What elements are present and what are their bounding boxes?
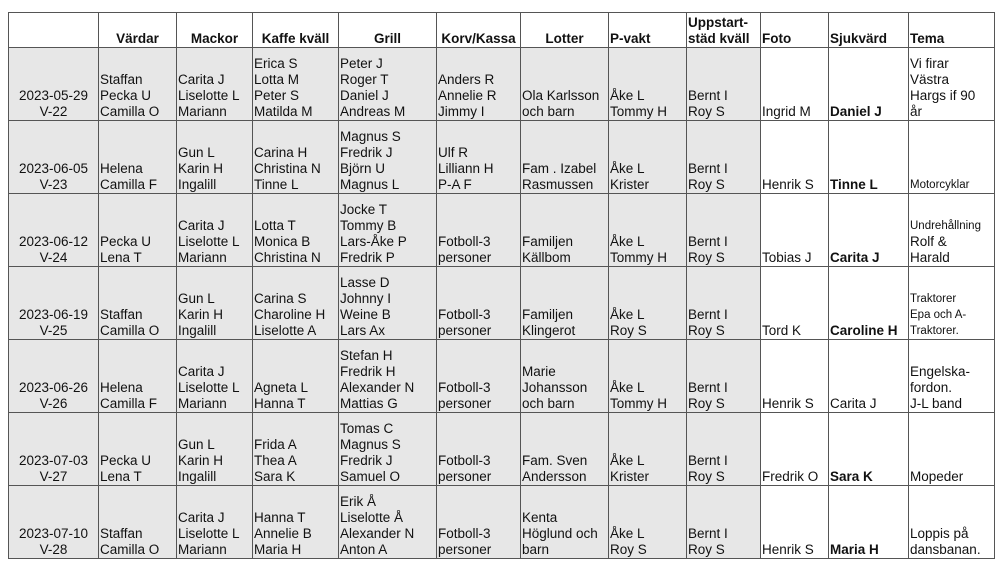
- mackor-cell: [177, 48, 253, 121]
- tema-cell: [909, 267, 995, 340]
- mackor-line: Ingalill: [178, 177, 217, 192]
- vardar-line: Staffan: [100, 72, 143, 87]
- lotter-line: Källbom: [522, 250, 571, 265]
- tema-line: år: [910, 104, 923, 119]
- lotter-line: Fam . Izabel: [522, 161, 597, 176]
- p-vakt-cell: [609, 267, 687, 340]
- grill-line: Daniel J: [340, 88, 389, 103]
- lotter-line: Marie: [522, 364, 556, 379]
- mackor-line: Karin H: [178, 161, 224, 176]
- sjukvard-name: Daniel J: [830, 104, 882, 119]
- tema-line: Traktorer.: [910, 325, 959, 337]
- sjukvard-cell: [829, 267, 909, 340]
- header-uppstart: [687, 13, 761, 48]
- korv-kassa-cell: [437, 194, 521, 267]
- kaffe-line: Sara K: [254, 469, 296, 484]
- vardar-line: Helena: [100, 161, 143, 176]
- mackor-line: Liselotte L: [178, 526, 240, 541]
- table-row: [9, 121, 995, 194]
- row-date: 2023-07-03: [18, 453, 89, 468]
- uppstart-line: Bernt I: [688, 88, 728, 103]
- grill-line: Lasse D: [340, 275, 390, 290]
- vardar-cell: [99, 486, 177, 559]
- vardar-line: Camilla O: [100, 323, 160, 338]
- kaffe-line: Christina N: [254, 161, 321, 176]
- sjukvard-name: Caroline H: [830, 323, 898, 338]
- kaffe-line: Carina H: [254, 145, 308, 160]
- kaffe-line: Liselotte A: [254, 323, 317, 338]
- mackor-line: Carita J: [178, 72, 225, 87]
- foto-cell: [761, 121, 829, 194]
- lotter-cell: [521, 413, 609, 486]
- mackor-line: Karin H: [178, 307, 224, 322]
- grill-line: Magnus S: [340, 437, 401, 452]
- mackor-line: Liselotte L: [178, 380, 240, 395]
- foto-cell: [761, 486, 829, 559]
- tema-line: Undrehållning: [910, 220, 981, 232]
- vardar-line: Camilla O: [100, 104, 160, 119]
- row-week: V-25: [39, 323, 68, 338]
- table-row: [9, 194, 995, 267]
- vardar-cell: [99, 121, 177, 194]
- row-week: V-28: [39, 542, 68, 557]
- vardar-line: Pecka U: [100, 453, 152, 468]
- header-kaffe: Kaffe kväll: [253, 13, 339, 48]
- kaffe-line: Thea A: [254, 453, 297, 468]
- grill-line: Liselotte Å: [340, 510, 404, 525]
- kaffe-line: Hanna T: [254, 510, 306, 525]
- table-row: [9, 48, 995, 121]
- mackor-cell: [177, 486, 253, 559]
- korv-kassa-cell: [437, 48, 521, 121]
- lotter-line: Ola Karlsson: [522, 88, 600, 103]
- kaffe-cell: [253, 121, 339, 194]
- tema-cell: [909, 340, 995, 413]
- foto-cell: [761, 267, 829, 340]
- vardar-line: Camilla O: [100, 542, 160, 557]
- grill-line: Alexander N: [340, 380, 415, 395]
- lotter-line: och barn: [522, 396, 575, 411]
- kaffe-line: Peter S: [254, 88, 300, 103]
- pvakt-line: Tommy H: [610, 396, 667, 411]
- grill-line: Stefan H: [340, 348, 393, 363]
- tema-line: dansbanan.: [910, 542, 981, 557]
- vardar-cell: [99, 194, 177, 267]
- grill-line: Lars Ax: [340, 323, 386, 338]
- grill-cell: [339, 413, 437, 486]
- grill-cell: [339, 486, 437, 559]
- pvakt-line: Åke L: [610, 380, 645, 395]
- date-cell: [9, 121, 99, 194]
- sjukvard-cell: [829, 413, 909, 486]
- mackor-line: Ingalill: [178, 469, 217, 484]
- p-vakt-cell: [609, 48, 687, 121]
- uppstart-cell: [687, 413, 761, 486]
- pvakt-line: Åke L: [610, 526, 645, 541]
- header-uppstart-line: Uppstart-: [688, 15, 748, 30]
- header-korv: Korv/Kassa: [437, 13, 521, 48]
- grill-line: Johnny I: [340, 291, 392, 306]
- korv-line: Fotboll-3: [438, 380, 491, 395]
- p-vakt-cell: [609, 486, 687, 559]
- p-vakt-cell: [609, 194, 687, 267]
- lotter-line: Johansson: [522, 380, 588, 395]
- row-date: 2023-05-29: [18, 88, 89, 103]
- lotter-cell: [521, 48, 609, 121]
- p-vakt-cell: [609, 340, 687, 413]
- vardar-line: Lena T: [100, 250, 142, 265]
- kaffe-cell: [253, 413, 339, 486]
- foto-line: Henrik S: [762, 542, 814, 557]
- lotter-line: Kenta: [522, 510, 558, 525]
- kaffe-line: Annelie B: [254, 526, 312, 541]
- uppstart-line: Roy S: [688, 177, 725, 192]
- uppstart-line: Bernt I: [688, 234, 728, 249]
- pvakt-line: Tommy H: [610, 104, 667, 119]
- mackor-line: Mariann: [178, 396, 227, 411]
- row-date: 2023-06-05: [18, 161, 89, 176]
- korv-line: Fotboll-3: [438, 526, 491, 541]
- tema-line: fordon.: [910, 380, 953, 395]
- korv-line: Annelie R: [438, 88, 497, 103]
- date-cell: [9, 413, 99, 486]
- foto-line: Henrik S: [762, 177, 814, 192]
- table-row: [9, 486, 995, 559]
- pvakt-line: Tommy H: [610, 250, 667, 265]
- mackor-line: Ingalill: [178, 323, 217, 338]
- korv-line: Anders R: [438, 72, 495, 87]
- korv-line: Jimmy I: [438, 104, 485, 119]
- korv-line: personer: [438, 542, 492, 557]
- pvakt-line: Roy S: [610, 323, 647, 338]
- mackor-line: Mariann: [178, 250, 227, 265]
- grill-line: Lars-Åke P: [340, 234, 407, 249]
- tema-line: Västra: [910, 72, 950, 87]
- vardar-cell: [99, 340, 177, 413]
- foto-line: Tobias J: [762, 250, 812, 265]
- tema-line: Epa och A-: [910, 309, 967, 321]
- date-cell: [9, 340, 99, 413]
- foto-cell: [761, 48, 829, 121]
- mackor-line: Carita J: [178, 218, 225, 233]
- tema-line: Loppis på: [910, 526, 969, 541]
- vardar-line: Camilla F: [100, 396, 158, 411]
- korv-line: Lilliann H: [438, 161, 494, 176]
- vardar-line: Pecka U: [100, 234, 152, 249]
- korv-line: personer: [438, 469, 492, 484]
- uppstart-line: Roy S: [688, 542, 725, 557]
- lotter-cell: [521, 121, 609, 194]
- grill-line: Andreas M: [340, 104, 406, 119]
- header-tema: Tema: [909, 13, 995, 48]
- grill-line: Magnus L: [340, 177, 400, 192]
- grill-line: Roger T: [340, 72, 389, 87]
- uppstart-line: Roy S: [688, 104, 725, 119]
- vardar-line: Staffan: [100, 307, 143, 322]
- vardar-cell: [99, 267, 177, 340]
- uppstart-line: Bernt I: [688, 453, 728, 468]
- lotter-line: Rasmussen: [522, 177, 594, 192]
- lotter-line: barn: [522, 542, 550, 557]
- tema-line: Rolf &: [910, 234, 947, 249]
- korv-line: personer: [438, 396, 492, 411]
- header-lotter: Lotter: [521, 13, 609, 48]
- header-sjukvard: Sjukvärd: [829, 13, 909, 48]
- mackor-cell: [177, 267, 253, 340]
- mackor-line: Carita J: [178, 510, 225, 525]
- mackor-line: Gun L: [178, 291, 215, 306]
- mackor-line: Liselotte L: [178, 88, 240, 103]
- korv-line: Fotboll-3: [438, 234, 491, 249]
- kaffe-cell: [253, 194, 339, 267]
- lotter-line: Familjen: [522, 307, 574, 322]
- header-grill: Grill: [339, 13, 437, 48]
- lotter-line: Familjen: [522, 234, 574, 249]
- uppstart-line: Roy S: [688, 469, 725, 484]
- korv-kassa-cell: [437, 413, 521, 486]
- sjukvard-name: Carita J: [830, 396, 877, 411]
- table-row: [9, 413, 995, 486]
- uppstart-cell: [687, 48, 761, 121]
- uppstart-cell: [687, 267, 761, 340]
- uppstart-line: Bernt I: [688, 307, 728, 322]
- grill-line: Fredrik J: [340, 145, 393, 160]
- row-week: V-23: [39, 177, 68, 192]
- tema-line: J-L band: [910, 396, 963, 411]
- kaffe-cell: [253, 48, 339, 121]
- tema-line: Traktorer: [910, 293, 957, 305]
- tema-line: Mopeder: [910, 469, 964, 484]
- uppstart-cell: [687, 340, 761, 413]
- korv-line: Fotboll-3: [438, 307, 491, 322]
- grill-line: Jocke T: [340, 202, 388, 217]
- kaffe-line: Matilda M: [254, 104, 313, 119]
- kaffe-line: Carina S: [254, 291, 307, 306]
- lotter-cell: [521, 340, 609, 413]
- lotter-line: och barn: [522, 104, 575, 119]
- lotter-cell: [521, 267, 609, 340]
- row-date: 2023-06-19: [18, 307, 89, 322]
- header-pvakt: P-vakt: [609, 13, 687, 48]
- date-cell: [9, 267, 99, 340]
- row-week: V-24: [39, 250, 68, 265]
- tema-cell: [909, 486, 995, 559]
- header-foto: Foto: [761, 13, 829, 48]
- grill-cell: [339, 194, 437, 267]
- sjukvard-name: Sara K: [830, 469, 873, 484]
- pvakt-line: Åke L: [610, 161, 645, 176]
- grill-line: Fredrik H: [340, 364, 396, 379]
- lotter-line: Klingerot: [522, 323, 576, 338]
- row-week: V-27: [39, 469, 68, 484]
- kaffe-line: Hanna T: [254, 396, 306, 411]
- uppstart-cell: [687, 121, 761, 194]
- vardar-line: Camilla F: [100, 177, 158, 192]
- mackor-line: Mariann: [178, 104, 227, 119]
- tema-line: Vi firar: [910, 56, 949, 71]
- kaffe-line: Lotta M: [254, 72, 300, 87]
- korv-line: personer: [438, 250, 492, 265]
- header-row: [9, 13, 995, 48]
- tema-cell: [909, 413, 995, 486]
- row-date: 2023-06-26: [18, 380, 89, 395]
- pvakt-line: Krister: [610, 177, 650, 192]
- date-cell: [9, 48, 99, 121]
- grill-cell: [339, 267, 437, 340]
- mackor-cell: [177, 194, 253, 267]
- uppstart-line: Roy S: [688, 323, 725, 338]
- grill-cell: [339, 340, 437, 413]
- foto-cell: [761, 340, 829, 413]
- mackor-cell: [177, 413, 253, 486]
- grill-line: Magnus S: [340, 129, 401, 144]
- kaffe-line: Monica B: [254, 234, 311, 249]
- kaffe-line: Tinne L: [254, 177, 299, 192]
- mackor-line: Liselotte L: [178, 234, 240, 249]
- p-vakt-cell: [609, 413, 687, 486]
- korv-kassa-cell: [437, 340, 521, 413]
- uppstart-line: Bernt I: [688, 380, 728, 395]
- foto-line: Fredrik O: [762, 469, 819, 484]
- table-row: [9, 267, 995, 340]
- tema-cell: [909, 121, 995, 194]
- sjukvard-name: Maria H: [830, 542, 879, 557]
- grill-cell: [339, 121, 437, 194]
- mackor-cell: [177, 121, 253, 194]
- header-vardar: Värdar: [99, 13, 177, 48]
- kaffe-line: Lotta T: [254, 218, 296, 233]
- tema-line: Engelska-: [910, 364, 971, 379]
- tema-line: Harald: [910, 250, 950, 265]
- korv-line: personer: [438, 323, 492, 338]
- grill-cell: [339, 48, 437, 121]
- grill-line: Mattias G: [340, 396, 398, 411]
- pvakt-line: Krister: [610, 469, 650, 484]
- sjukvard-cell: [829, 121, 909, 194]
- grill-line: Fredrik J: [340, 453, 393, 468]
- uppstart-line: Roy S: [688, 250, 725, 265]
- pvakt-line: Roy S: [610, 542, 647, 557]
- lotter-line: Andersson: [522, 469, 587, 484]
- foto-line: Tord K: [762, 323, 802, 338]
- tema-cell: [909, 48, 995, 121]
- row-date: 2023-07-10: [18, 526, 89, 541]
- lotter-cell: [521, 486, 609, 559]
- p-vakt-cell: [609, 121, 687, 194]
- date-cell: [9, 486, 99, 559]
- kaffe-line: Frida A: [254, 437, 297, 452]
- grill-line: Tommy B: [340, 218, 397, 233]
- grill-line: Erik Å: [340, 494, 377, 509]
- korv-line: Fotboll-3: [438, 453, 491, 468]
- sjukvard-name: Tinne L: [830, 177, 878, 192]
- grill-line: Peter J: [340, 56, 383, 71]
- kaffe-line: Maria H: [254, 542, 302, 557]
- uppstart-line: Bernt I: [688, 161, 728, 176]
- lotter-cell: [521, 194, 609, 267]
- uppstart-line: Roy S: [688, 396, 725, 411]
- mackor-line: Gun L: [178, 437, 215, 452]
- sjukvard-cell: [829, 486, 909, 559]
- pvakt-line: Åke L: [610, 307, 645, 322]
- kaffe-line: Agneta L: [254, 380, 309, 395]
- uppstart-line: Bernt I: [688, 526, 728, 541]
- korv-kassa-cell: [437, 121, 521, 194]
- vardar-line: Helena: [100, 380, 143, 395]
- sjukvard-cell: [829, 48, 909, 121]
- mackor-cell: [177, 340, 253, 413]
- lotter-line: Höglund och: [522, 526, 598, 541]
- kaffe-cell: [253, 267, 339, 340]
- vardar-line: Lena T: [100, 469, 142, 484]
- row-week: V-26: [39, 396, 68, 411]
- pvakt-line: Åke L: [610, 88, 645, 103]
- vardar-line: Staffan: [100, 526, 143, 541]
- kaffe-line: Erica S: [254, 56, 298, 71]
- korv-line: P-A F: [438, 177, 472, 192]
- kaffe-line: Christina N: [254, 250, 321, 265]
- mackor-line: Mariann: [178, 542, 227, 557]
- pvakt-line: Åke L: [610, 453, 645, 468]
- grill-line: Fredrik P: [340, 250, 395, 265]
- grill-line: Anton A: [340, 542, 388, 557]
- mackor-line: Karin H: [178, 453, 224, 468]
- date-cell: [9, 194, 99, 267]
- table-row: [9, 340, 995, 413]
- korv-kassa-cell: [437, 486, 521, 559]
- sjukvard-name: Carita J: [830, 250, 880, 265]
- tema-line: Motorcyklar: [910, 179, 970, 191]
- tema-line: Hargs if 90: [910, 88, 976, 103]
- grill-line: Björn U: [340, 161, 386, 176]
- header-mackor: Mackor: [177, 13, 253, 48]
- kaffe-cell: [253, 486, 339, 559]
- schedule-body: [9, 48, 995, 559]
- korv-line: Ulf R: [438, 145, 468, 160]
- kaffe-line: Charoline H: [254, 307, 326, 322]
- grill-line: Tomas C: [340, 421, 394, 436]
- vardar-cell: [99, 48, 177, 121]
- header-uppstart-line: städ kväll: [688, 31, 750, 46]
- row-week: V-22: [39, 104, 68, 119]
- uppstart-cell: [687, 194, 761, 267]
- schedule-table: [8, 12, 995, 559]
- sjukvard-cell: [829, 194, 909, 267]
- grill-line: Samuel O: [340, 469, 401, 484]
- uppstart-cell: [687, 486, 761, 559]
- lotter-line: Fam. Sven: [522, 453, 588, 468]
- kaffe-cell: [253, 340, 339, 413]
- mackor-line: Gun L: [178, 145, 215, 160]
- sjukvard-cell: [829, 340, 909, 413]
- foto-line: Henrik S: [762, 396, 814, 411]
- foto-cell: [761, 194, 829, 267]
- vardar-cell: [99, 413, 177, 486]
- foto-cell: [761, 413, 829, 486]
- header-date: [9, 13, 99, 48]
- grill-line: Weine B: [340, 307, 391, 322]
- grill-line: Alexander N: [340, 526, 415, 541]
- tema-cell: [909, 194, 995, 267]
- pvakt-line: Åke L: [610, 234, 645, 249]
- vardar-line: Pecka U: [100, 88, 152, 103]
- korv-kassa-cell: [437, 267, 521, 340]
- foto-line: Ingrid M: [762, 104, 811, 119]
- mackor-line: Carita J: [178, 364, 225, 379]
- row-date: 2023-06-12: [18, 234, 89, 249]
